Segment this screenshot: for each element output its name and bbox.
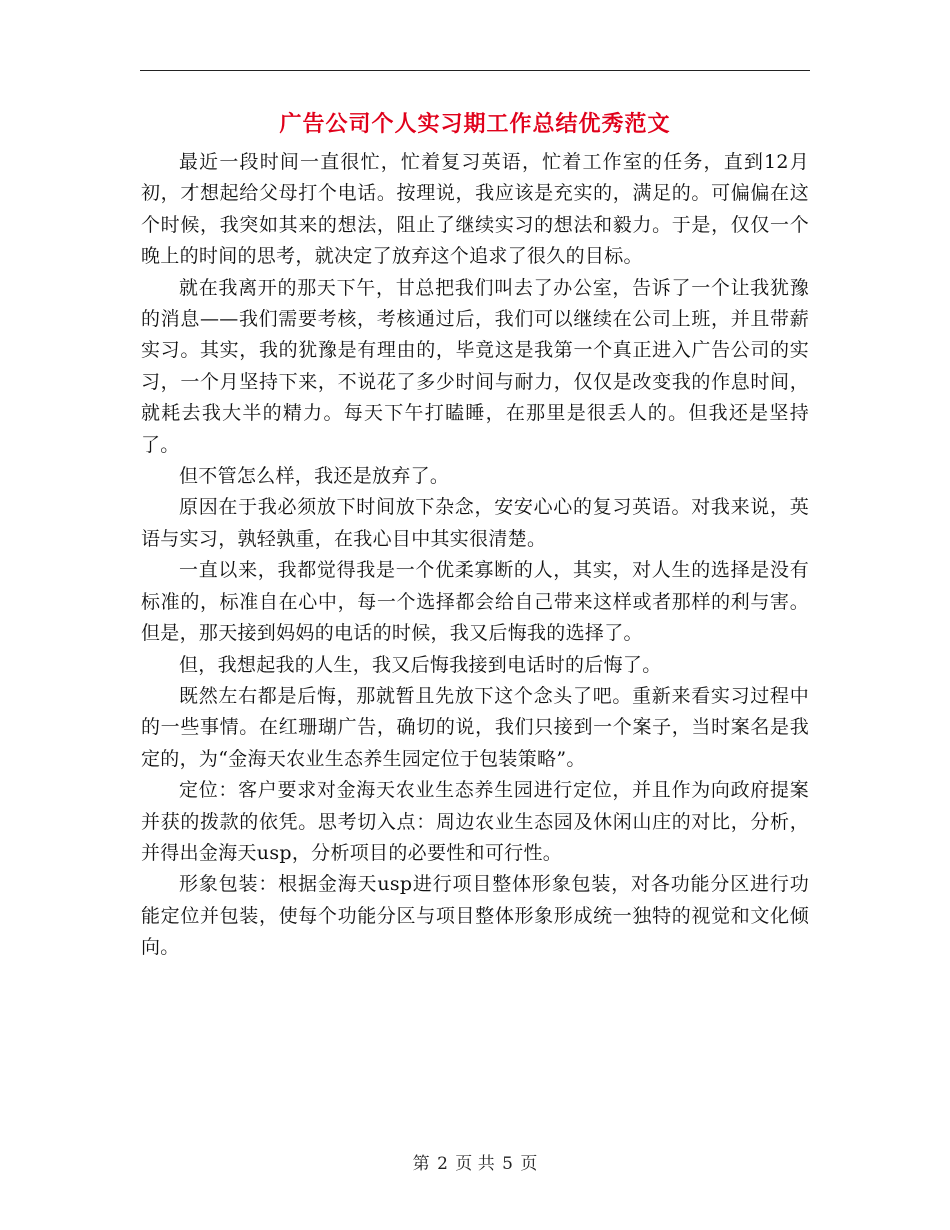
footer-suffix: 页 <box>520 1154 538 1174</box>
paragraph: 形象包装：根据金海天usp进行项目整体形象包装，对各功能分区进行功能定位并包装，使每个功能分区与项目整体形象形成统一独特的视觉和文化倾向。 <box>141 873 809 959</box>
footer-page-number: 2 <box>437 1154 448 1174</box>
footer-total-pages: 5 <box>502 1154 513 1174</box>
header-rule <box>140 70 810 71</box>
paragraph: 既然左右都是后悔，那就暂且先放下这个念头了吧。重新来看实习过程中的一些事情。在红珊瑚广告，确切的说，我们只接到一个案子，当时案名是我定的，为“金海天农业生态养生园定位于包装策略”。 <box>141 684 809 770</box>
paragraph: 但不管怎么样，我还是放弃了。 <box>179 465 450 488</box>
paragraph: 一直以来，我都觉得我是一个优柔寡断的人，其实，对人生的选择是没有标准的，标准自在心中，每一个选择都会给自己带来这样或者那样的利与害。但是，那天接到妈妈的电话的时候，我又后悔我的选择了。 <box>141 559 809 645</box>
paragraph: 就在我离开的那天下午，甘总把我们叫去了办公室，告诉了一个让我犹豫的消息——我们需要考核，考核通过后，我们可以继续在公司上班，并且带薪实习。其实，我的犹豫是有理由的，毕竟这是我第一个真正进入广告公司的实习，一个月坚持下来，不说花了多少时间与耐力，仅仅是改变我的作息时间，就耗去我大半的精力。每天下午打瞌睡，在那里是很丢人的。但我还是坚持了。 <box>141 276 809 456</box>
paragraph: 定位：客户要求对金海天农业生态养生园进行定位，并且作为向政府提案并获的拨款的依凭。思考切入点：周边农业生态园及休闲山庄的对比，分析，并得出金海天usp，分析项目的必要性和可行性。 <box>141 779 809 864</box>
document-body <box>141 147 809 964</box>
page-footer <box>0 1152 950 1176</box>
footer-prefix: 第 <box>412 1154 430 1174</box>
paragraph: 但，我想起我的人生，我又后悔我接到电话时的后悔了。 <box>179 653 662 676</box>
footer-middle: 页 共 <box>455 1154 495 1174</box>
paragraph: 原因在于我必须放下时间放下杂念，安安心心的复习英语。对我来说，英语与实习，孰轻孰重，在我心目中其实很清楚。 <box>141 496 809 550</box>
paragraph: 最近一段时间一直很忙，忙着复习英语，忙着工作室的任务，直到12月初，才想起给父母打个电话。按理说，我应该是充实的，满足的。可偏偏在这个时候，我突如其来的想法，阻止了继续实习的想法和毅力。于是，仅仅一个晚上的时间的思考，就决定了放弃这个追求了很久的目标。 <box>141 151 809 268</box>
document-title: 广告公司个人实习期工作总结优秀范文 <box>279 111 671 137</box>
